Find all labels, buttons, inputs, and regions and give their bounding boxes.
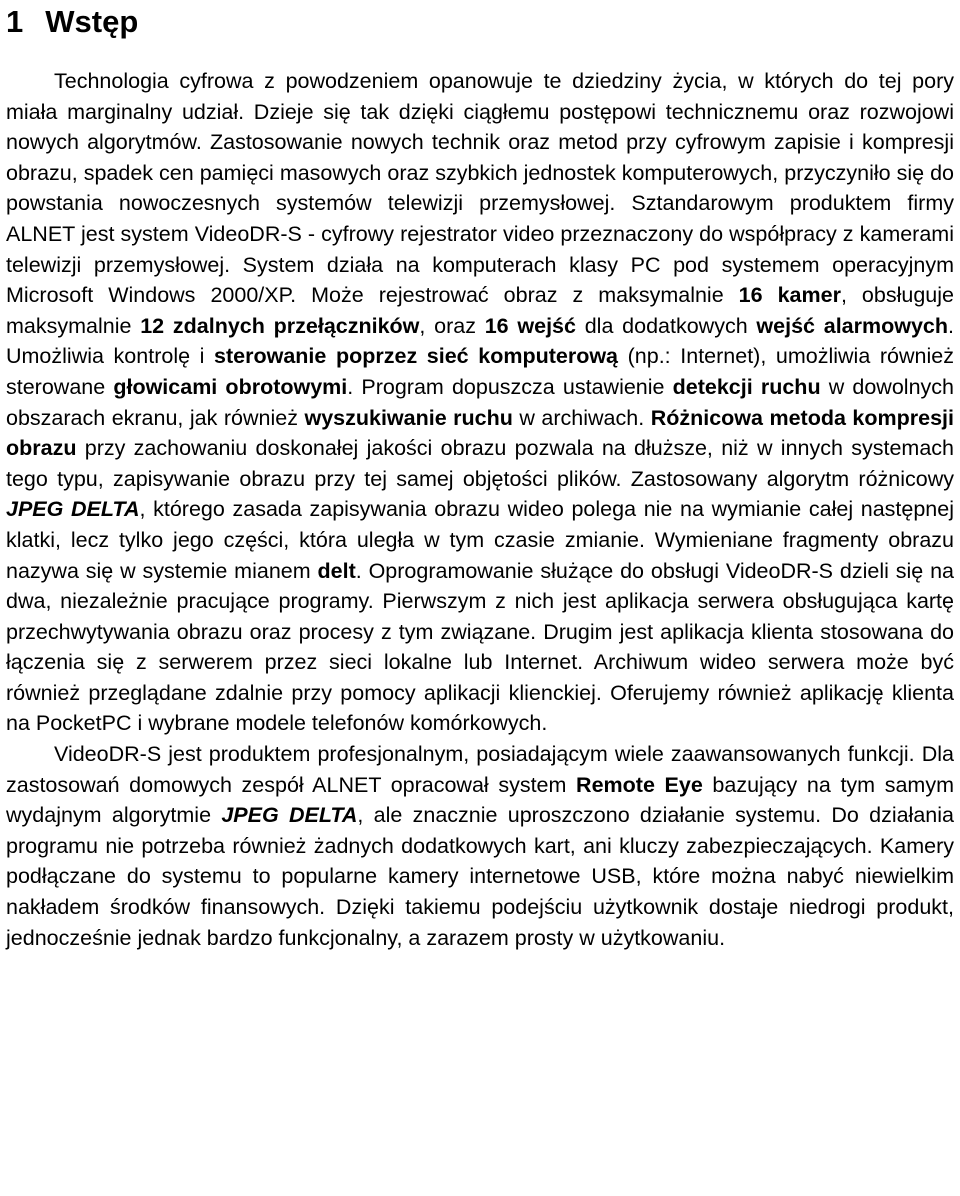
bold-italic-text: JPEG DELTA [221, 803, 358, 828]
text-run: w archiwach. [512, 405, 651, 430]
text-run: Technologia cyfrowa z powodzeniem opanowuje te dziedziny życia, w których do tej pory miała marginalny udział. Dzieje się tak dzięki ciągłemu postępowi technicznemu oraz rozwojowi nowych algorytmów. Zastosowanie nowych technik oraz metod przy cyfrowym zapisie i kompresji obrazu, spadek cen pamięci masowych oraz szybkich jednostek komputerowych, przyczyniło się do powstania nowoczesnych systemów telewizji przemysłowej. Sztandarowym produktem firmy ALNET jest system VideoDR-S - cyfrowy rejestrator video przeznaczony do współpracy z kamerami telewizji przemysłowej. System działa na komputerach klasy PC pod systemem operacyjnym Microsoft Windows 2000/XP. Może rejestrować obraz z maksymalnie [6, 69, 954, 308]
text-run: , którego zasada zapisywania obrazu wideo polega nie na wymianie całej następnej klatki, lecz tylko jego części, która uległa w tym czasie zmianie. Wymieniane fragmenty obrazu nazywa się w systemie mianem [6, 497, 954, 583]
text-run: , obsługuje maksymalnie [6, 283, 954, 338]
text-run: , ale znacznie uproszczono działanie systemu. Do działania programu nie potrzeba również żadnych dodatkowych kart, ani kluczy zabezpieczających. Kamery podłączane do systemu to popularne kamery internetowe USB, które można nabyć niewielkim nakładem środków finansowych. Dzięki takiemu podejściu użytkownik dostaje niedrogi produkt, jednocześnie jednak bardzo funkcjonalny, a zarazem prosty w użytkowaniu. [6, 803, 954, 950]
bold-text: wyszukiwanie ruchu [304, 405, 513, 430]
bold-text: delt [317, 558, 356, 583]
bold-text: 16 wejść [484, 313, 576, 338]
text-run: . Umożliwia kontrolę i [6, 313, 955, 369]
text-run: w dowolnych obszarach ekranu, jak również [6, 374, 954, 430]
bold-text: detekcji ruchu [672, 374, 821, 399]
bold-italic-text: JPEG DELTA [6, 497, 140, 522]
bold-text: Różnicowa metoda kompresji obrazu [6, 405, 954, 461]
bold-text: Remote Eye [576, 772, 703, 797]
body-text [6, 66, 954, 953]
section-number: 1 [6, 4, 24, 39]
bold-text: wejść alarmowych [756, 313, 949, 338]
text-run: , oraz [419, 313, 485, 338]
text-run: . Oprogramowanie służące do obsługi VideoDR-S dzieli się na dwa, niezależnie pracujące programy. Pierwszym z nich jest aplikacja serwera obsługująca kartę przechwytywania obrazu oraz procesy z tym związane. Drugim jest aplikacja klienta stosowana do łączenia się z serwerem przez sieci lokalne lub Internet. Archiwum wideo serwera może być również przeglądane zdalnie przy pomocy aplikacji klienckiej. Oferujemy również aplikację klienta na PocketPC i wybrane modele telefonów komórkowych. [6, 558, 954, 736]
paragraph [6, 739, 954, 953]
text-run: bazujący na tym samym wydajnym algorytmie [6, 772, 954, 828]
bold-text: sterowanie poprzez sieć komputerową [214, 344, 619, 369]
text-run: VideoDR-S jest produktem profesjonalnym, posiadającym wiele zaawansowanych funkcji. Dla zastosowań domowych zespół ALNET opracował system [6, 742, 954, 797]
bold-text: głowicami obrotowymi [113, 374, 348, 399]
text-run: . Program dopuszcza ustawienie [347, 374, 673, 399]
paragraph [6, 66, 954, 739]
section-heading [6, 0, 954, 46]
text-run: (np.: Internet), umożliwia również sterowane [6, 344, 954, 399]
text-run: przy zachowaniu doskonałej jakości obrazu pozwala na dłuższe, niż w innych systemach tego typu, zapisywanie obrazu przy tej samej objętości plików. Zastosowany algorytm różnicowy [6, 436, 954, 491]
section-title: Wstęp [45, 4, 139, 39]
bold-text: 12 zdalnych przełączników [140, 313, 420, 338]
text-run: dla dodatkowych [575, 313, 757, 338]
bold-text: 16 kamer [738, 283, 841, 308]
